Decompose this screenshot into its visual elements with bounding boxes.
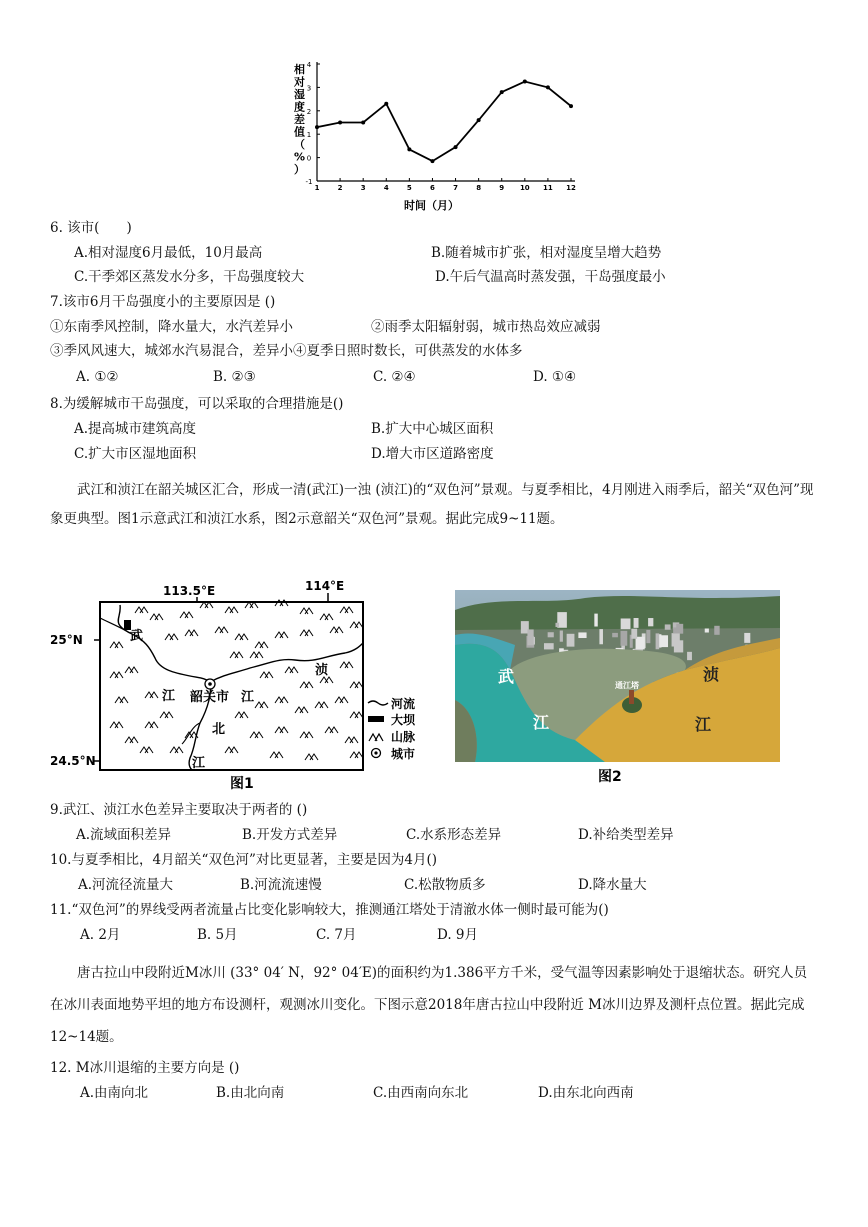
map-label-wu: 武 (130, 629, 144, 644)
map-label-jiang-2: 江 (241, 690, 255, 705)
map-label-zhen: 浈 (315, 663, 329, 678)
q7-stem: 7.该市6月干岛强度小的主要原因是 () (50, 294, 276, 310)
mountain-symbol (285, 667, 298, 673)
zhen-river (210, 643, 363, 682)
building (646, 630, 650, 643)
building (567, 634, 575, 647)
mountain-symbol (145, 722, 158, 728)
q11-stem: 11.“双色河”的界线受两者流量占比变化影响较大，推测通江塔处于清澈水体一侧时最可能为() (50, 902, 609, 918)
building (560, 631, 563, 642)
data-point (500, 90, 504, 94)
q9-stem: 9.武江、浈江水色差异主要取决于两者的 () (50, 802, 308, 818)
mountain-symbol (250, 652, 263, 658)
mountain-symbol (350, 682, 363, 688)
y-tick-label: 3 (306, 84, 312, 93)
q11-option-b[interactable]: B. 5月 (197, 927, 238, 943)
chart-xlabel: 时间（月） (404, 199, 459, 212)
mountain-symbol (350, 622, 363, 628)
data-point (338, 121, 342, 125)
q10-option-c[interactable]: C.松散物质多 (404, 877, 486, 893)
mountain-symbol (185, 630, 198, 636)
mountain-symbol (250, 732, 263, 738)
q7-option-a[interactable]: A. ①② (76, 369, 119, 385)
tower-icon (629, 690, 634, 704)
mountain-symbol (275, 632, 288, 638)
intro-paragraph-2: 唐古拉山中段附近M冰川 (33° 04′ N，92° 04′E)的面积约为1.386平方千米，受气温等因素影响处于退缩状态。研究人员在冰川表面地势平坦的地方布设测杆，观测冰川变化。下图示意2018年唐古拉山中段附近 M冰川边界及测杆点位置。据此完成12~14题。 (50, 965, 808, 1045)
mountain-symbol (255, 702, 268, 708)
building (594, 614, 597, 627)
q7-statement-1: ①东南季风控制，降水量大，水汽差异小 (50, 319, 293, 335)
building (744, 633, 750, 643)
building (555, 623, 559, 627)
mountain-symbol (110, 722, 123, 728)
building (621, 618, 631, 629)
mountain-symbol (110, 672, 123, 678)
map-label-city: 韶关市 (190, 690, 230, 705)
x-tick-label: 9 (499, 184, 505, 192)
data-point (315, 125, 319, 129)
building (620, 631, 627, 646)
legend-river: 河流 (391, 697, 416, 711)
data-point (430, 159, 434, 163)
q6-option-c[interactable]: C.干季郊区蒸发水分多，干岛强度较大 (74, 269, 305, 285)
data-point (384, 102, 388, 106)
mountain-symbol (235, 634, 248, 640)
mountain-symbol (180, 612, 193, 618)
map-lat-25: 25°N (50, 633, 83, 647)
q10-option-d[interactable]: D.降水量大 (578, 877, 647, 893)
humidity-chart (280, 55, 590, 215)
data-point (454, 145, 458, 149)
mountain-symbol (125, 667, 138, 673)
mountain-symbol (110, 642, 123, 648)
mountain-symbol (270, 752, 283, 758)
data-point (477, 118, 481, 122)
mountain-symbol (300, 630, 313, 636)
mountain-symbol (300, 732, 313, 738)
q11-option-a[interactable]: A. 2月 (80, 927, 121, 943)
building (660, 635, 668, 647)
series-line (317, 82, 571, 162)
fig2-caption: 图2 (598, 769, 622, 785)
photo-label-jiang-left: 江 (533, 713, 550, 732)
q7-option-c[interactable]: C. ②④ (373, 369, 416, 385)
river-map (50, 578, 430, 793)
building (656, 633, 660, 649)
mountain-symbol (320, 614, 333, 620)
q12-stem: 12. M冰川退缩的主要方向是 () (50, 1060, 240, 1076)
map-lon-114: 114°E (305, 579, 345, 593)
q9-option-b[interactable]: B.开发方式差异 (242, 827, 338, 843)
mountain-symbol (225, 747, 238, 753)
q7-statement-3-4: ③季风风速大，城郊水汽易混合，差异小④夏季日照时数长，可供蒸发的水体多 (50, 343, 523, 359)
x-tick-label: 11 (543, 184, 553, 192)
mountain-symbol (315, 702, 328, 708)
mountain-symbol (345, 737, 358, 743)
x-tick-label: 12 (566, 184, 576, 192)
legend-mountain: 山脉 (391, 730, 416, 744)
photo-label-zhen: 浈 (703, 665, 720, 684)
q6-option-b[interactable]: B.随着城市扩张，相对湿度呈增大趋势 (431, 245, 662, 261)
q9-option-d[interactable]: D.补给类型差异 (578, 827, 674, 843)
legend-mountain-icon (369, 734, 383, 741)
y-tick-label: 1 (306, 131, 312, 140)
mountain-symbol (340, 607, 353, 613)
data-point (407, 147, 411, 151)
legend-city: 城市 (391, 747, 416, 761)
mountain-symbol (145, 692, 158, 698)
q8-option-b[interactable]: B.扩大中心城区面积 (371, 421, 494, 437)
q12-option-c[interactable]: C.由西南向东北 (373, 1085, 469, 1101)
x-tick-label: 4 (383, 184, 389, 192)
mountain-symbol (125, 737, 138, 743)
q6-stem: 6. 该市( ) (50, 220, 132, 236)
mountain-symbol (300, 682, 313, 688)
mountain-symbol (150, 614, 163, 620)
map-label-jiang-1: 江 (162, 689, 176, 704)
legend-dam-icon (368, 716, 384, 722)
x-tick-label: 5 (406, 184, 412, 192)
mountain-symbol (255, 642, 268, 648)
y-tick-label: 0 (306, 154, 312, 163)
x-tick-label: 1 (314, 184, 320, 192)
q12-option-d[interactable]: D.由东北向西南 (538, 1085, 634, 1101)
mountain-symbol (260, 672, 273, 678)
building (631, 629, 637, 639)
fig1-caption: 图1 (230, 776, 254, 792)
building (665, 624, 671, 629)
data-point (546, 85, 550, 89)
building (634, 618, 639, 628)
mountain-symbol (235, 712, 248, 718)
q6-option-d[interactable]: D.午后气温高时蒸发强，干岛强度最小 (435, 269, 666, 285)
q8-option-c[interactable]: C.扩大市区湿地面积 (74, 446, 197, 462)
y-tick-label: 4 (306, 61, 312, 69)
building (705, 629, 709, 633)
mountain-symbol (350, 712, 363, 718)
building (578, 632, 586, 638)
building (672, 633, 680, 646)
building (544, 643, 554, 649)
building (548, 632, 554, 637)
q8-option-d[interactable]: D.增大市区道路密度 (371, 446, 494, 462)
double-color-river-photo (455, 590, 780, 790)
intro-paragraph-1: 武江和浈江在韶关城区汇合，形成一清(武江)一浊 (浈江)的“双色河”景观。与夏季相比，4月刚进入雨季后，韶关“双色河”现象更典型。图1示意武江和浈江水系，图2示意韶关“双色河”景观。据此完成9~11题。 (50, 482, 814, 527)
data-point (523, 80, 527, 84)
map-lon-113-5: 113.5°E (163, 584, 216, 598)
map-label-bei: 北 (212, 722, 226, 737)
photo-label-jiang-right: 江 (695, 715, 712, 734)
building (714, 626, 719, 635)
mountain-symbol (275, 697, 288, 703)
mountain-symbol (165, 634, 178, 640)
map-label-jiang-3: 江 (192, 756, 206, 771)
q9-option-a[interactable]: A.流域面积差异 (76, 827, 172, 843)
mountain-symbol (140, 747, 153, 753)
mountain-symbol (300, 608, 313, 614)
mountain-symbol (350, 752, 363, 758)
q11-option-d[interactable]: D. 9月 (437, 927, 479, 943)
x-tick-label: 2 (337, 184, 343, 192)
building (599, 629, 603, 644)
mountain-symbol (275, 727, 288, 733)
building (527, 629, 533, 645)
x-tick-label: 3 (360, 184, 366, 192)
data-point (361, 121, 365, 125)
map-frame (100, 602, 363, 770)
mountain-symbol (115, 697, 128, 703)
mountain-symbol (340, 662, 353, 668)
q10-option-b[interactable]: B.河流流速慢 (240, 877, 322, 893)
mountain-symbol (225, 607, 238, 613)
map-lat-24-5: 24.5°N (50, 754, 96, 768)
q9-option-c[interactable]: C.水系形态差异 (406, 827, 502, 843)
mountain-symbol (325, 727, 338, 733)
q6-option-a[interactable]: A.相对湿度6月最低，10月最高 (74, 245, 263, 261)
x-tick-label: 6 (430, 184, 435, 192)
mountain-symbol (330, 627, 343, 633)
mountain-symbol (230, 652, 243, 658)
q11-option-c[interactable]: C. 7月 (316, 927, 357, 943)
building (687, 652, 692, 660)
legend-dam: 大坝 (391, 713, 416, 727)
q10-option-a[interactable]: A.河流径流量大 (78, 877, 174, 893)
mountain-symbol (170, 747, 183, 753)
building (673, 627, 681, 633)
y-tick-label: -1 (305, 178, 313, 186)
chart-ylabel: 相对湿度差值（%） (294, 63, 306, 176)
legend-river-icon (368, 701, 388, 705)
photo-label-wu: 武 (498, 667, 515, 686)
mountain-symbol (215, 627, 228, 633)
q7-option-d[interactable]: D. ①④ (533, 369, 577, 385)
q12-option-b[interactable]: B.由北向南 (216, 1085, 285, 1101)
mountain-symbol (275, 600, 288, 606)
photo-label-tower: 通江塔 (615, 681, 639, 690)
y-tick-label: 2 (306, 107, 312, 116)
q10-stem: 10.与夏季相比，4月韶关“双色河”对比更显著，主要是因为4月() (50, 852, 437, 868)
q7-statement-2: ②雨季太阳辐射弱，城市热岛效应减弱 (371, 319, 601, 335)
q8-option-a[interactable]: A.提高城市建筑高度 (74, 421, 197, 437)
building (612, 633, 618, 637)
mountain-symbol (295, 707, 308, 713)
mountain-symbol (305, 754, 318, 760)
q7-option-b[interactable]: B. ②③ (213, 369, 256, 385)
mountain-symbol (135, 607, 148, 613)
q8-stem: 8.为缓解城市干岛强度，可以采取的合理措施是() (50, 396, 344, 412)
data-point (569, 104, 573, 108)
mountain-symbol (335, 697, 348, 703)
x-tick-label: 7 (453, 184, 458, 192)
building (648, 618, 653, 626)
q12-option-a[interactable]: A.由南向北 (80, 1085, 149, 1101)
mountain-symbol (160, 712, 173, 718)
x-tick-label: 10 (519, 184, 530, 192)
x-tick-label: 8 (476, 184, 482, 192)
